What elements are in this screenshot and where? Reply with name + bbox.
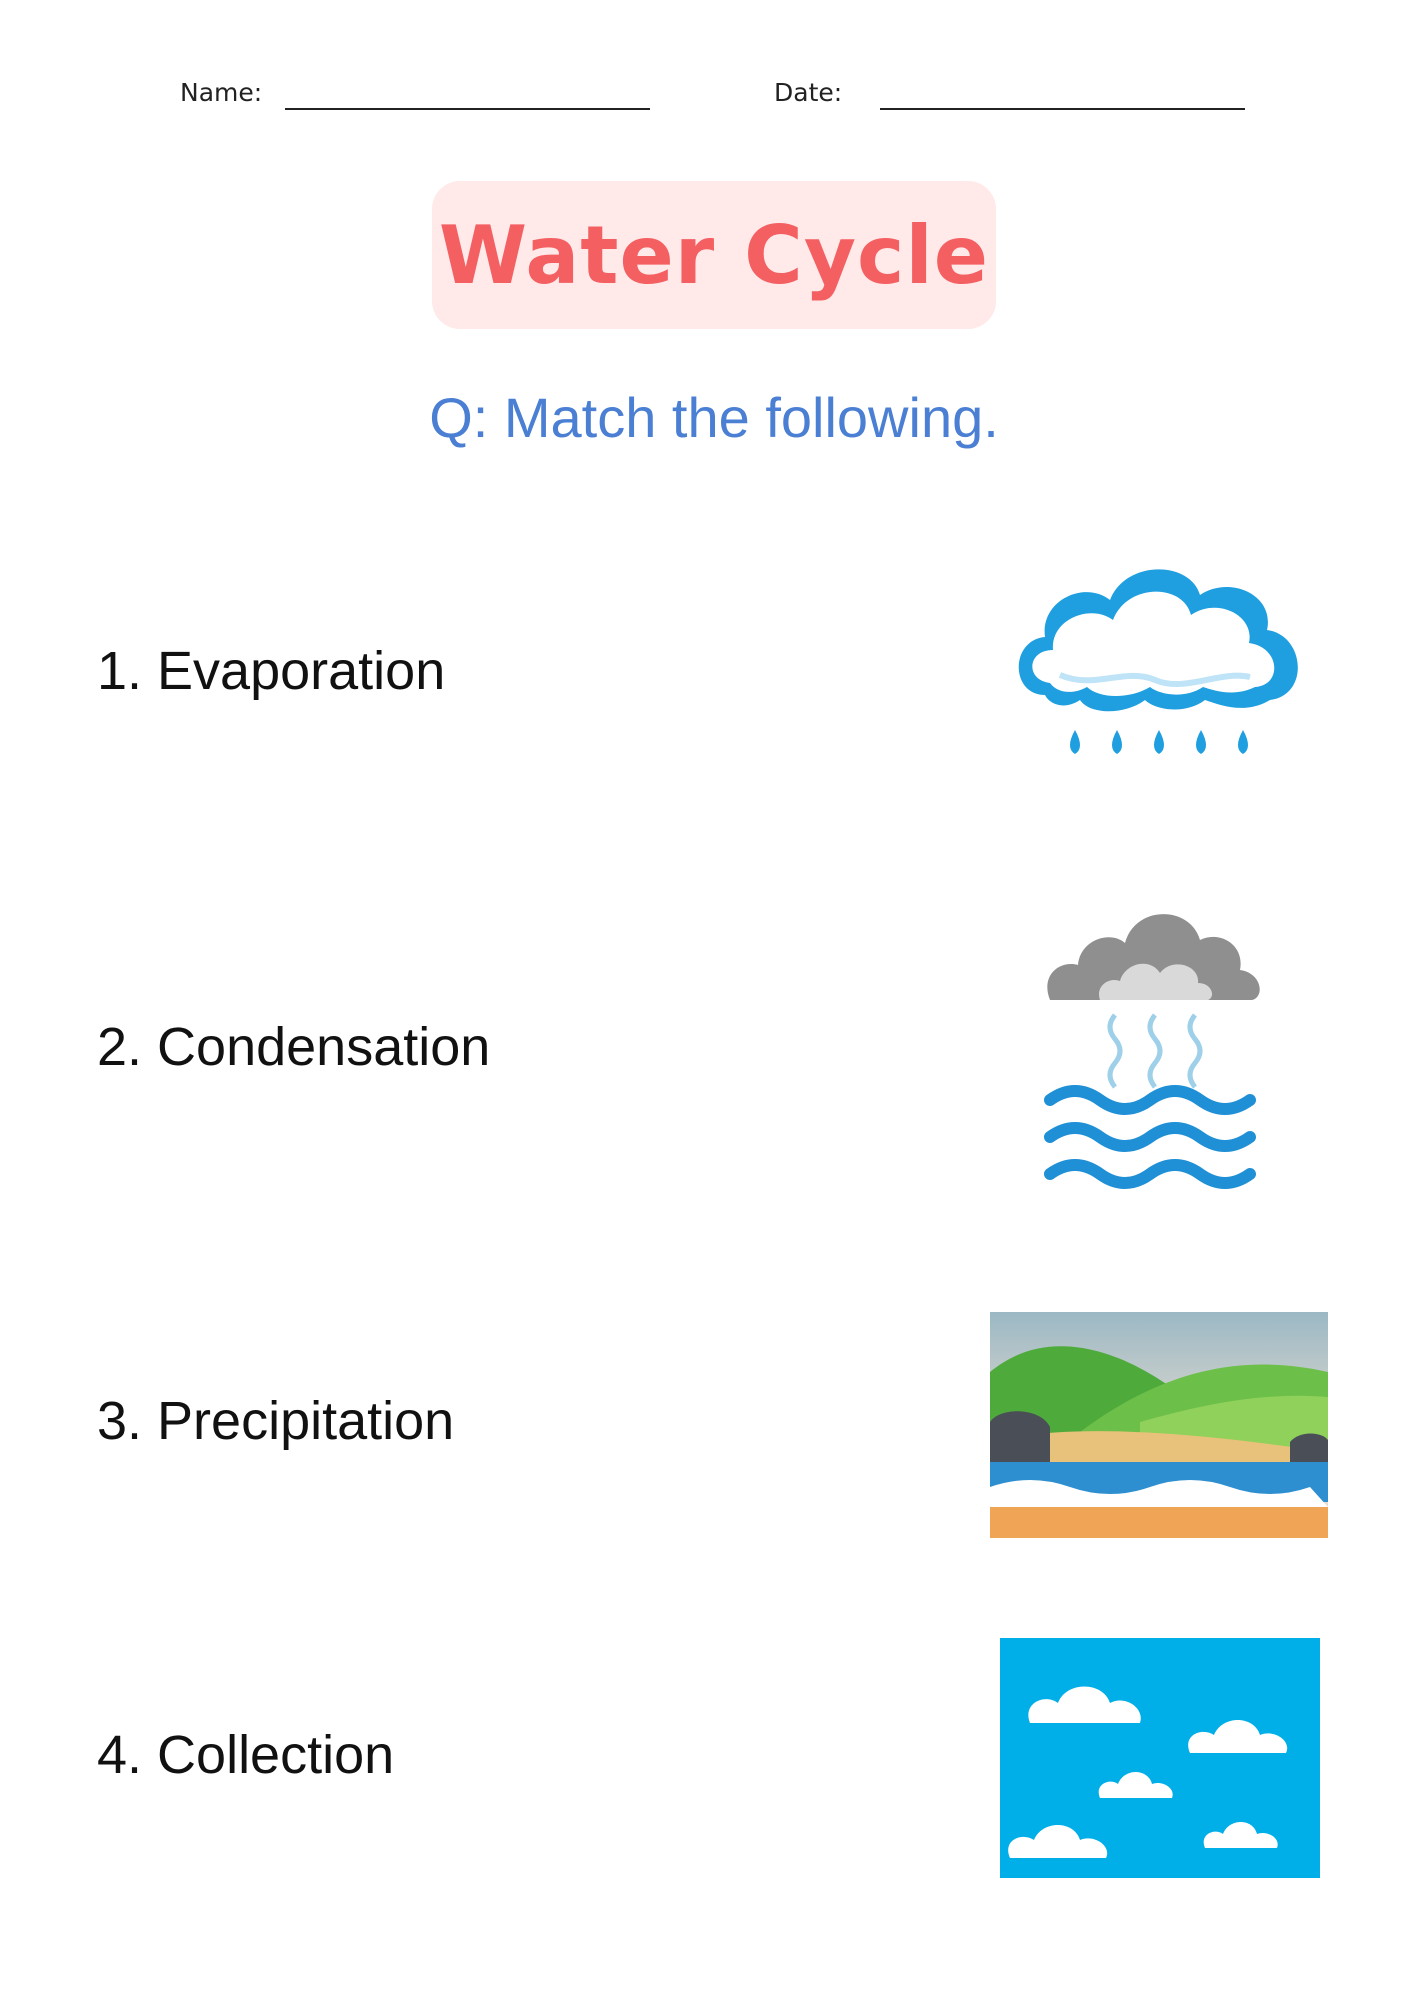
- page-title: Water Cycle: [438, 208, 990, 302]
- date-label: Date:: [774, 78, 843, 107]
- rain-drops: [1070, 730, 1248, 754]
- sky-clouds-icon: [1000, 1638, 1320, 1878]
- water-waves: [1050, 1091, 1250, 1183]
- evaporation-icon: [1040, 885, 1270, 1205]
- list-item: 3. Precipitation: [97, 1391, 455, 1451]
- list-item: 2. Condensation: [97, 1017, 491, 1077]
- list-item: 1. Evaporation: [97, 641, 446, 701]
- vapour-lines: [1110, 1015, 1200, 1087]
- rain-cloud-icon: [1005, 555, 1315, 785]
- cloud-shape: [1019, 569, 1298, 711]
- name-line[interactable]: [285, 108, 650, 110]
- landscape-collection-icon: [990, 1312, 1328, 1538]
- name-label: Name:: [180, 78, 263, 107]
- title-box: [432, 181, 996, 329]
- date-line[interactable]: [880, 108, 1245, 110]
- grey-cloud: [1047, 914, 1259, 1000]
- question-text: Q: Match the following.: [429, 386, 999, 449]
- list-item: 4. Collection: [97, 1725, 395, 1785]
